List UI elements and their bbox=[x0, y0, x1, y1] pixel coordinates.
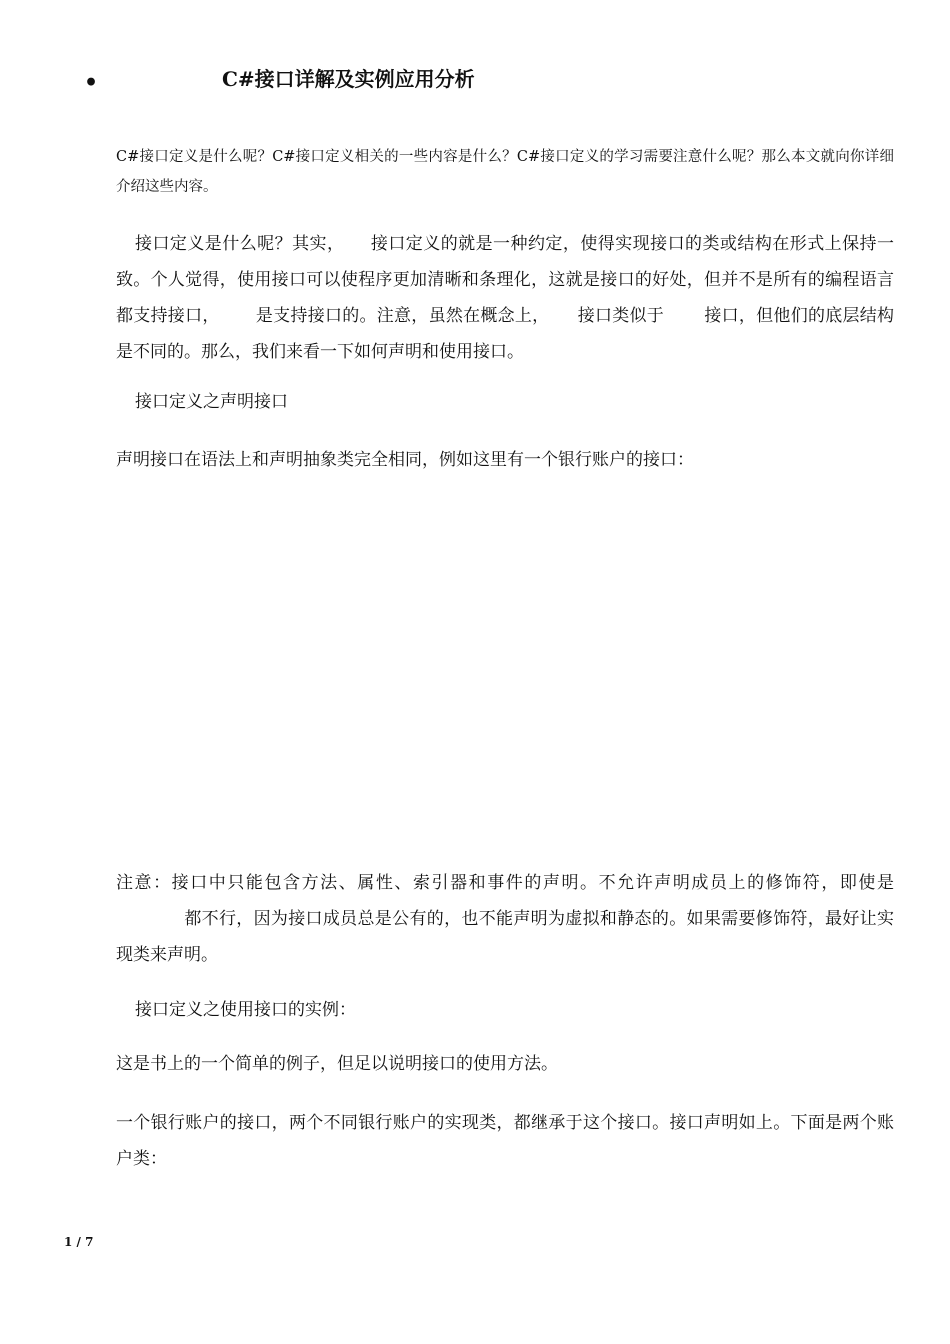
intro-paragraph: C#接口定义是什么呢？C#接口定义相关的一些内容是什么？C#接口定义的学习需要注意什么呢？那么本文就向你详细介绍这些内容。 bbox=[116, 149, 894, 195]
note-paragraph bbox=[116, 865, 894, 973]
section-heading-interface-example: 接口定义之使用接口的实例： bbox=[135, 1000, 356, 1020]
example-intro-paragraph: 这是书上的一个简单的例子，但足以说明接口的使用方法。 bbox=[116, 1054, 558, 1074]
definition-text-2: 接口定义的就是一种约定，使得实现接口的类或结构在形式上保持一致。个人觉得，使用接口可以使程序更加清晰和条理化，这就是接口的好处，但并不是所有的编程语言都支持接口， bbox=[116, 234, 895, 326]
definition-text-3: 是支持接口的。注意，虽然在概念上， bbox=[255, 306, 550, 326]
note-text-2: 都不行，因为接口成员总是公有的，也不能声明为虚拟和静态的。如果需要修饰符，最好让实现类来声明。 bbox=[116, 909, 894, 965]
declare-interface-paragraph: 声明接口在语法上和声明抽象类完全相同，例如这里有一个银行账户的接口： bbox=[116, 450, 694, 470]
note-text-1: 注意：接口中只能包含方法、属性、索引器和事件的声明。不允许声明成员上的修饰符，即使是 bbox=[116, 873, 894, 893]
definition-paragraph bbox=[116, 226, 894, 370]
definition-text-5: 接口，但他们的底层结构是不同的。那么，我们来看一下如何声明和使用接口。 bbox=[116, 306, 895, 362]
page-number: 1 / 7 bbox=[64, 1235, 94, 1249]
bank-account-paragraph: 一个银行账户的接口，两个不同银行账户的实现类，都继承于这个接口。接口声明如上。下面是两个账户类： bbox=[116, 1113, 894, 1169]
definition-text-4: 接口类似于 bbox=[577, 306, 665, 326]
document-title: C#接口详解及实例应用分析 bbox=[222, 67, 475, 91]
section-heading-declare-interface: 接口定义之声明接口 bbox=[135, 392, 288, 412]
code-example-area bbox=[116, 492, 894, 858]
bullet-marker: • bbox=[84, 70, 99, 96]
definition-text-1: 接口定义是什么呢？其实， bbox=[135, 234, 345, 254]
